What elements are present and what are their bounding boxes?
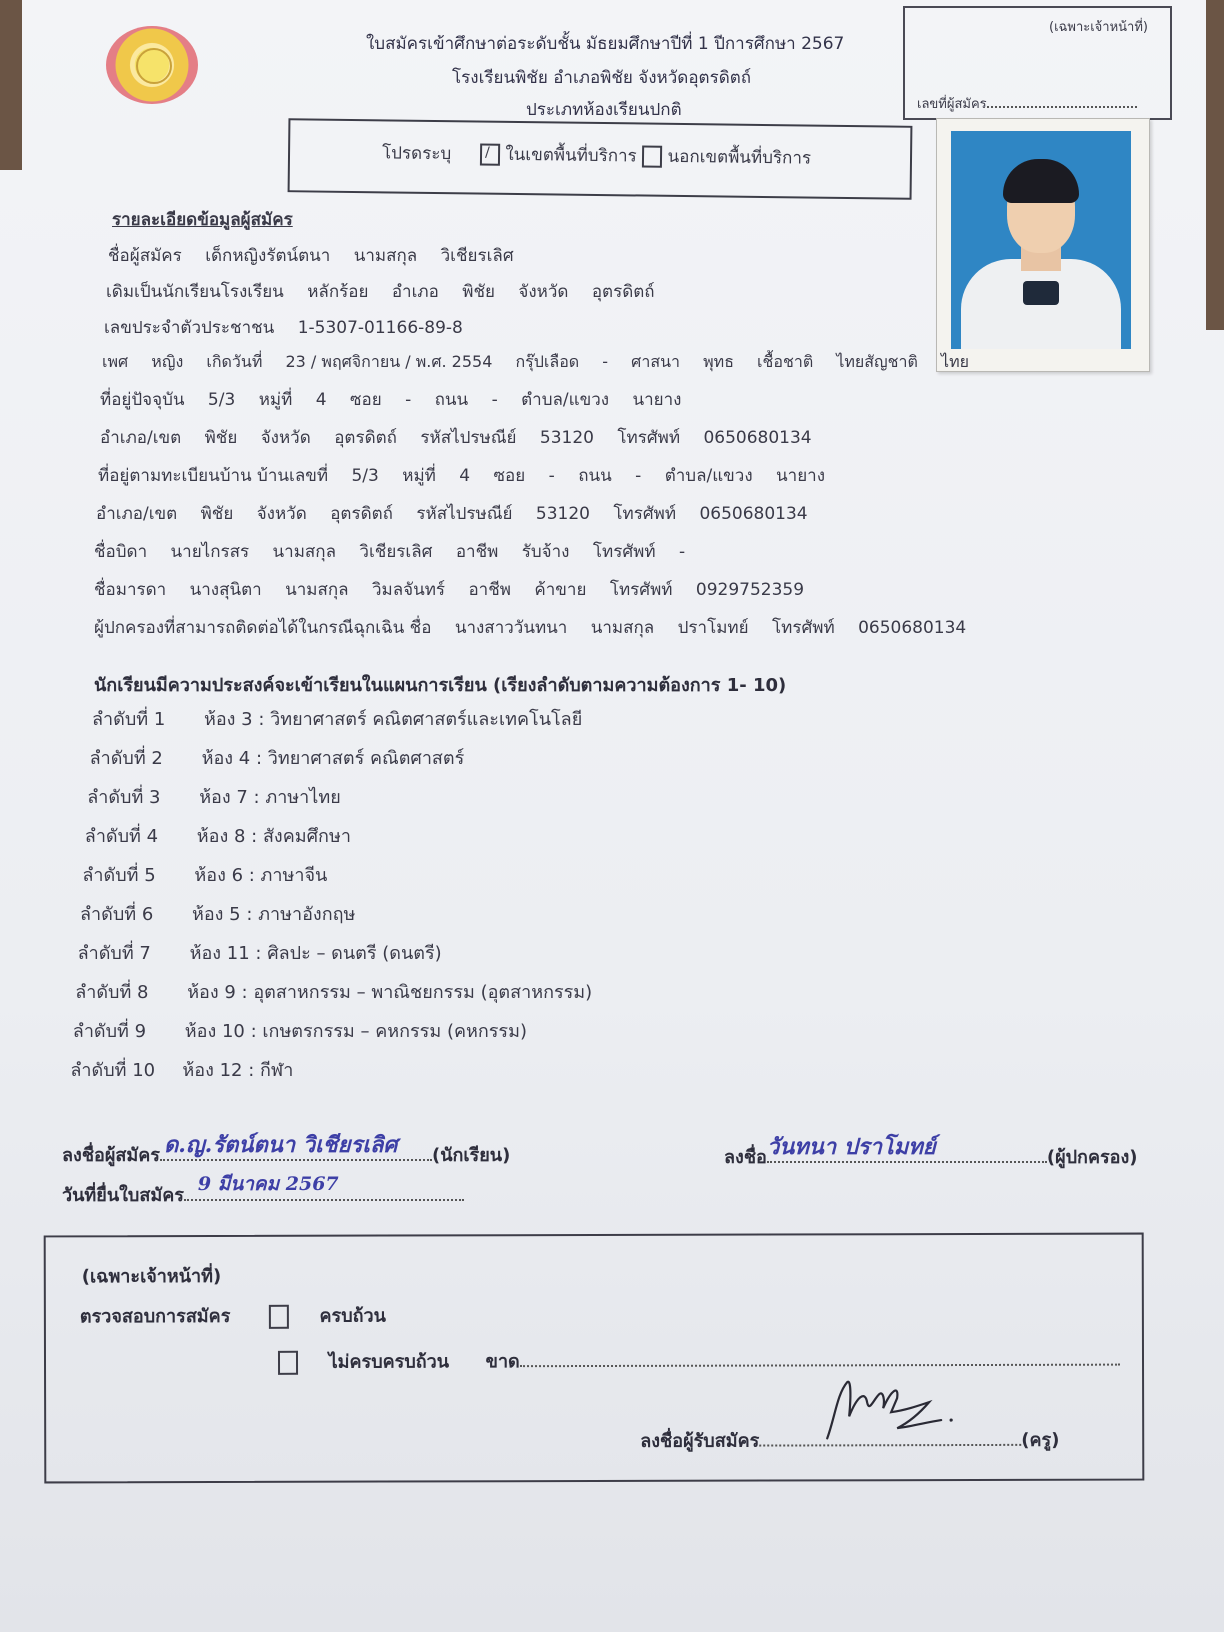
submit-date-row — [62, 1173, 464, 1209]
mother-job: ค้าขาย — [534, 580, 587, 600]
current-soi: - — [405, 390, 412, 410]
race-label: เชื้อชาติ — [757, 352, 814, 371]
current-road: - — [491, 390, 498, 410]
current-postcode: 53120 — [539, 428, 594, 448]
applicant-role: (นักเรียน) — [431, 1145, 511, 1166]
province-label: จังหวัด — [518, 282, 569, 302]
registered-moo: 4 — [459, 466, 471, 486]
photo-image — [951, 131, 1131, 349]
receiver-sign-label: ลงชื่อผู้รับสมัคร — [640, 1430, 760, 1452]
preference-row — [78, 938, 442, 967]
incomplete-label: ไม่ครบครบถ้วน — [328, 1351, 450, 1373]
prev-school-district: พิชัย — [462, 282, 495, 302]
father-job: รับจ้าง — [521, 542, 570, 562]
mother-row: ชื่อมารดา นางสุนิตา นามสกุล วิมลจันทร์ อาชีพ ค้าขาย โทรศัพท์ 0929752359 — [94, 580, 805, 600]
seal-center — [136, 48, 172, 84]
preference-room: ห้อง 8 : สังคมศึกษา — [196, 826, 351, 847]
office-use-label: (เฉพาะเจ้าหน้าที่) — [1049, 20, 1148, 35]
preference-row — [92, 704, 582, 733]
officer-use-box — [44, 1233, 1145, 1484]
current-district: พิชัย — [204, 428, 238, 448]
area-prompt: โปรดระบุ — [381, 143, 452, 165]
applicant-sign-label: ลงชื่อผู้สมัคร — [62, 1145, 160, 1166]
school-name: โรงเรียนพิชัย อำเภอพิชัย จังหวัดอุตรดิตถ์ — [452, 68, 752, 88]
submit-date-field[interactable] — [184, 1173, 464, 1201]
registered-district: พิชัย — [200, 504, 234, 524]
race: ไทย — [836, 352, 865, 371]
preference-rank: ลำดับที่ 10 — [70, 1060, 156, 1081]
current-phone: 0650680134 — [703, 428, 812, 448]
preference-room: ห้อง 5 : ภาษาอังกฤษ — [192, 904, 356, 925]
preference-row — [75, 977, 592, 1006]
preference-rank: ลำดับที่ 2 — [89, 748, 163, 769]
name-row — [108, 242, 514, 269]
guardian-surname: ปราโมทย์ — [677, 618, 749, 638]
applicant-no-label: เลขที่ผู้สมัคร — [917, 97, 987, 112]
guardian-name: นางสาววันทนา — [454, 618, 568, 638]
out-area-checkbox[interactable] — [642, 146, 662, 168]
photo-hair — [1003, 159, 1079, 203]
preference-room: ห้อง 4 : วิทยาศาสตร์ คณิตศาสตร์ — [201, 748, 465, 769]
current-moo: 4 — [315, 390, 327, 410]
prev-school: หลักร้อย — [307, 282, 369, 302]
missing-label: ขาด — [485, 1351, 520, 1373]
incomplete-checkbox[interactable] — [278, 1351, 298, 1375]
classroom-type: ประเภทห้องเรียนปกติ — [526, 100, 682, 120]
guardian-sign-label: ลงชื่อ — [724, 1147, 767, 1168]
guardian-row: ผู้ปกครองที่สามารถติดต่อได้ในกรณีฉุกเฉิน ชื่อ นางสาววันทนา นามสกุล ปราโมทย์ โทรศัพท์ 0650680134 — [94, 618, 967, 638]
applicant-name: เด็กหญิงรัตน์ตนา — [205, 246, 331, 266]
blood-label: กรุ๊ปเลือด — [515, 352, 580, 371]
preference-rank: ลำดับที่ 3 — [87, 787, 161, 808]
application-check-label: ตรวจสอบการสมัคร — [79, 1305, 231, 1328]
guardian-signature-row — [724, 1134, 1138, 1171]
father-surname: วิเชียรเลิศ — [359, 542, 433, 562]
complete-label: ครบถ้วน — [319, 1305, 386, 1327]
photo-tie — [1023, 281, 1059, 305]
current-address-label: ที่อยู่ปัจจุบัน — [100, 390, 185, 410]
guardian-signature: วันทนา ปราโมทย์ — [766, 1134, 936, 1160]
prev-school-row — [106, 278, 655, 305]
preference-rank: ลำดับที่ 9 — [72, 1021, 147, 1042]
religion-label: ศาสนา — [631, 352, 680, 371]
current-address-row-2: อำเภอ/เขต พิชัย จังหวัด อุตรดิตถ์ รหัสไปรษณีย์ 53120 โทรศัพท์ 0650680134 — [100, 428, 812, 448]
guardian-role: (ผู้ปกครอง) — [1046, 1147, 1138, 1168]
registered-province: อุตรดิตถ์ — [330, 504, 393, 524]
surname-label: นามสกุล — [353, 246, 418, 266]
registered-house-no: 5/3 — [351, 466, 379, 486]
receiver-signature-row — [640, 1425, 1059, 1455]
guardian-label: ผู้ปกครองที่สามารถติดต่อได้ในกรณีฉุกเฉิน ชื่อ — [94, 618, 432, 638]
nationality-label: สัญชาติ — [864, 352, 918, 371]
preference-row — [82, 860, 327, 889]
preference-row — [85, 821, 351, 850]
receiver-role: (ครู) — [1021, 1429, 1060, 1451]
current-province: อุตรดิตถ์ — [334, 428, 397, 448]
blood-type: - — [602, 352, 609, 371]
registered-address-label: ที่อยู่ตามทะเบียนบ้าน บ้านเลขที่ — [98, 466, 329, 486]
preferences-title: นักเรียนมีความประสงค์จะเข้าเรียนในแผนการเรียน (เรียงลำดับตามความต้องการ 1- 10) — [94, 675, 787, 696]
registered-subdistrict: นายาง — [776, 466, 826, 486]
missing-field[interactable] — [520, 1348, 1120, 1368]
father-row: ชื่อบิดา นายไกรสร นามสกุล วิเชียรเลิศ อาชีพ รับจ้าง โทรศัพท์ - — [94, 542, 686, 562]
registered-road: - — [635, 466, 642, 486]
school-seal-logo — [106, 26, 198, 104]
table-edge-right — [1206, 0, 1224, 330]
applicant-section-title: รายละเอียดข้อมูลผู้สมัคร — [112, 210, 293, 230]
preference-row — [90, 743, 465, 772]
mother-surname: วิมลจันทร์ — [371, 580, 446, 600]
applicant-photo — [936, 118, 1150, 372]
citizen-id: 1-5307-01166-89-8 — [297, 318, 463, 338]
preference-row — [87, 782, 341, 811]
preference-room: ห้อง 3 : วิทยาศาสตร์ คณิตศาสตร์และเทคโนโลยี — [204, 709, 583, 730]
father-label: ชื่อบิดา — [94, 542, 148, 562]
preference-rank: ลำดับที่ 5 — [82, 865, 156, 886]
preference-rank: ลำดับที่ 1 — [92, 709, 166, 730]
preference-row — [73, 1016, 527, 1045]
preference-row — [80, 899, 355, 928]
preference-room: ห้อง 12 : กีฬา — [182, 1060, 294, 1081]
preference-room: ห้อง 10 : เกษตรกรรม – คหกรรม (คหกรรม) — [184, 1021, 527, 1042]
guardian-phone: 0650680134 — [858, 618, 967, 638]
service-area-choice-box — [288, 118, 913, 200]
receiver-signature-field[interactable] — [759, 1428, 1021, 1447]
current-house-no: 5/3 — [207, 390, 236, 410]
current-subdistrict: นายาง — [632, 390, 682, 410]
father-name: นายไกรสร — [170, 542, 250, 562]
mother-name: นางสุนิตา — [189, 580, 262, 600]
registered-phone: 0650680134 — [699, 504, 808, 524]
office-use-box — [903, 6, 1172, 120]
registered-address-row-1: ที่อยู่ตามทะเบียนบ้าน บ้านเลขที่ 5/3 หมู่ที่ 4 ซอย - ถนน - ตำบล/แขวง นายาง — [98, 466, 826, 486]
preference-room: ห้อง 7 : ภาษาไทย — [199, 787, 341, 808]
preference-room: ห้อง 9 : อุตสาหกรรม – พาณิชยกรรม (อุตสาหกรรม) — [187, 982, 593, 1003]
applicant-signature: ด.ญ.รัตน์ตนา วิเชียรเลิศ — [163, 1132, 398, 1158]
sex-label: เพศ — [102, 352, 129, 371]
application-check-row — [80, 1301, 386, 1331]
prev-school-label: เดิมเป็นนักเรียนโรงเรียน — [106, 282, 284, 302]
birth-label: เกิดวันที่ — [206, 352, 263, 371]
complete-checkbox[interactable] — [269, 1305, 289, 1329]
preference-room: ห้อง 6 : ภาษาจีน — [194, 865, 328, 886]
id-label: เลขประจำตัวประชาชน — [104, 318, 275, 338]
registered-address-row-2: อำเภอ/เขต พิชัย จังหวัด อุตรดิตถ์ รหัสไปรษณีย์ 53120 โทรศัพท์ 0650680134 — [96, 504, 808, 524]
in-area-checkbox[interactable] — [480, 144, 500, 166]
birth-date: 23 / พฤศจิกายน / พ.ศ. 2554 — [285, 352, 493, 371]
father-phone: - — [678, 542, 686, 562]
officer-use-label: (เฉพาะเจ้าหน้าที่) — [81, 1265, 222, 1288]
applicant-surname: วิเชียรเลิศ — [440, 246, 514, 266]
preference-room: ห้อง 11 : ศิลปะ – ดนตรี (ดนตรี) — [189, 943, 442, 964]
guardian-signature-field[interactable] — [766, 1134, 1047, 1163]
preference-row — [70, 1055, 293, 1084]
in-area-label: ในเขตพื้นที่บริการ — [505, 144, 637, 167]
registered-soi: - — [548, 466, 555, 486]
prev-school-province: อุตรดิตถ์ — [591, 282, 655, 302]
preference-rank: ลำดับที่ 4 — [84, 826, 159, 847]
personal-row — [102, 350, 969, 375]
preference-rank: ลำดับที่ 6 — [80, 904, 154, 925]
checkmark-icon: / — [484, 144, 490, 161]
out-area-label: นอกเขตพื้นที่บริการ — [667, 146, 812, 169]
submit-date-value: 9 มีนาคม 2567 — [197, 1173, 339, 1195]
incomplete-row — [278, 1345, 1120, 1376]
mother-label: ชื่อมารดา — [94, 580, 167, 600]
religion: พุทธ — [703, 352, 734, 371]
id-row — [104, 314, 463, 341]
submit-date-label: วันที่ยื่นใบสมัคร — [62, 1185, 184, 1206]
nationality: ไทย — [941, 352, 969, 371]
preference-rank: ลำดับที่ 8 — [75, 982, 149, 1003]
applicant-signature-field[interactable] — [160, 1132, 432, 1161]
preference-rank: ลำดับที่ 7 — [77, 943, 151, 964]
table-edge-left — [0, 0, 22, 170]
registered-postcode: 53120 — [535, 504, 590, 524]
applicant-signature-row — [62, 1132, 511, 1169]
sex-value: หญิง — [151, 352, 184, 371]
district-label: อำเภอ — [391, 282, 439, 302]
name-label: ชื่อผู้สมัคร — [108, 246, 182, 266]
mother-phone: 0929752359 — [695, 580, 805, 600]
receiver-signature — [817, 1376, 957, 1446]
form-title: ใบสมัครเข้าศึกษาต่อระดับชั้น มัธยมศึกษาปีที่ 1 ปีการศึกษา 2567 — [366, 34, 845, 54]
current-address-row-1: ที่อยู่ปัจจุบัน 5/3 หมู่ที่ 4 ซอย - ถนน - ตำบล/แขวง นายาง — [100, 390, 682, 410]
applicant-no-field[interactable] — [987, 90, 1137, 108]
